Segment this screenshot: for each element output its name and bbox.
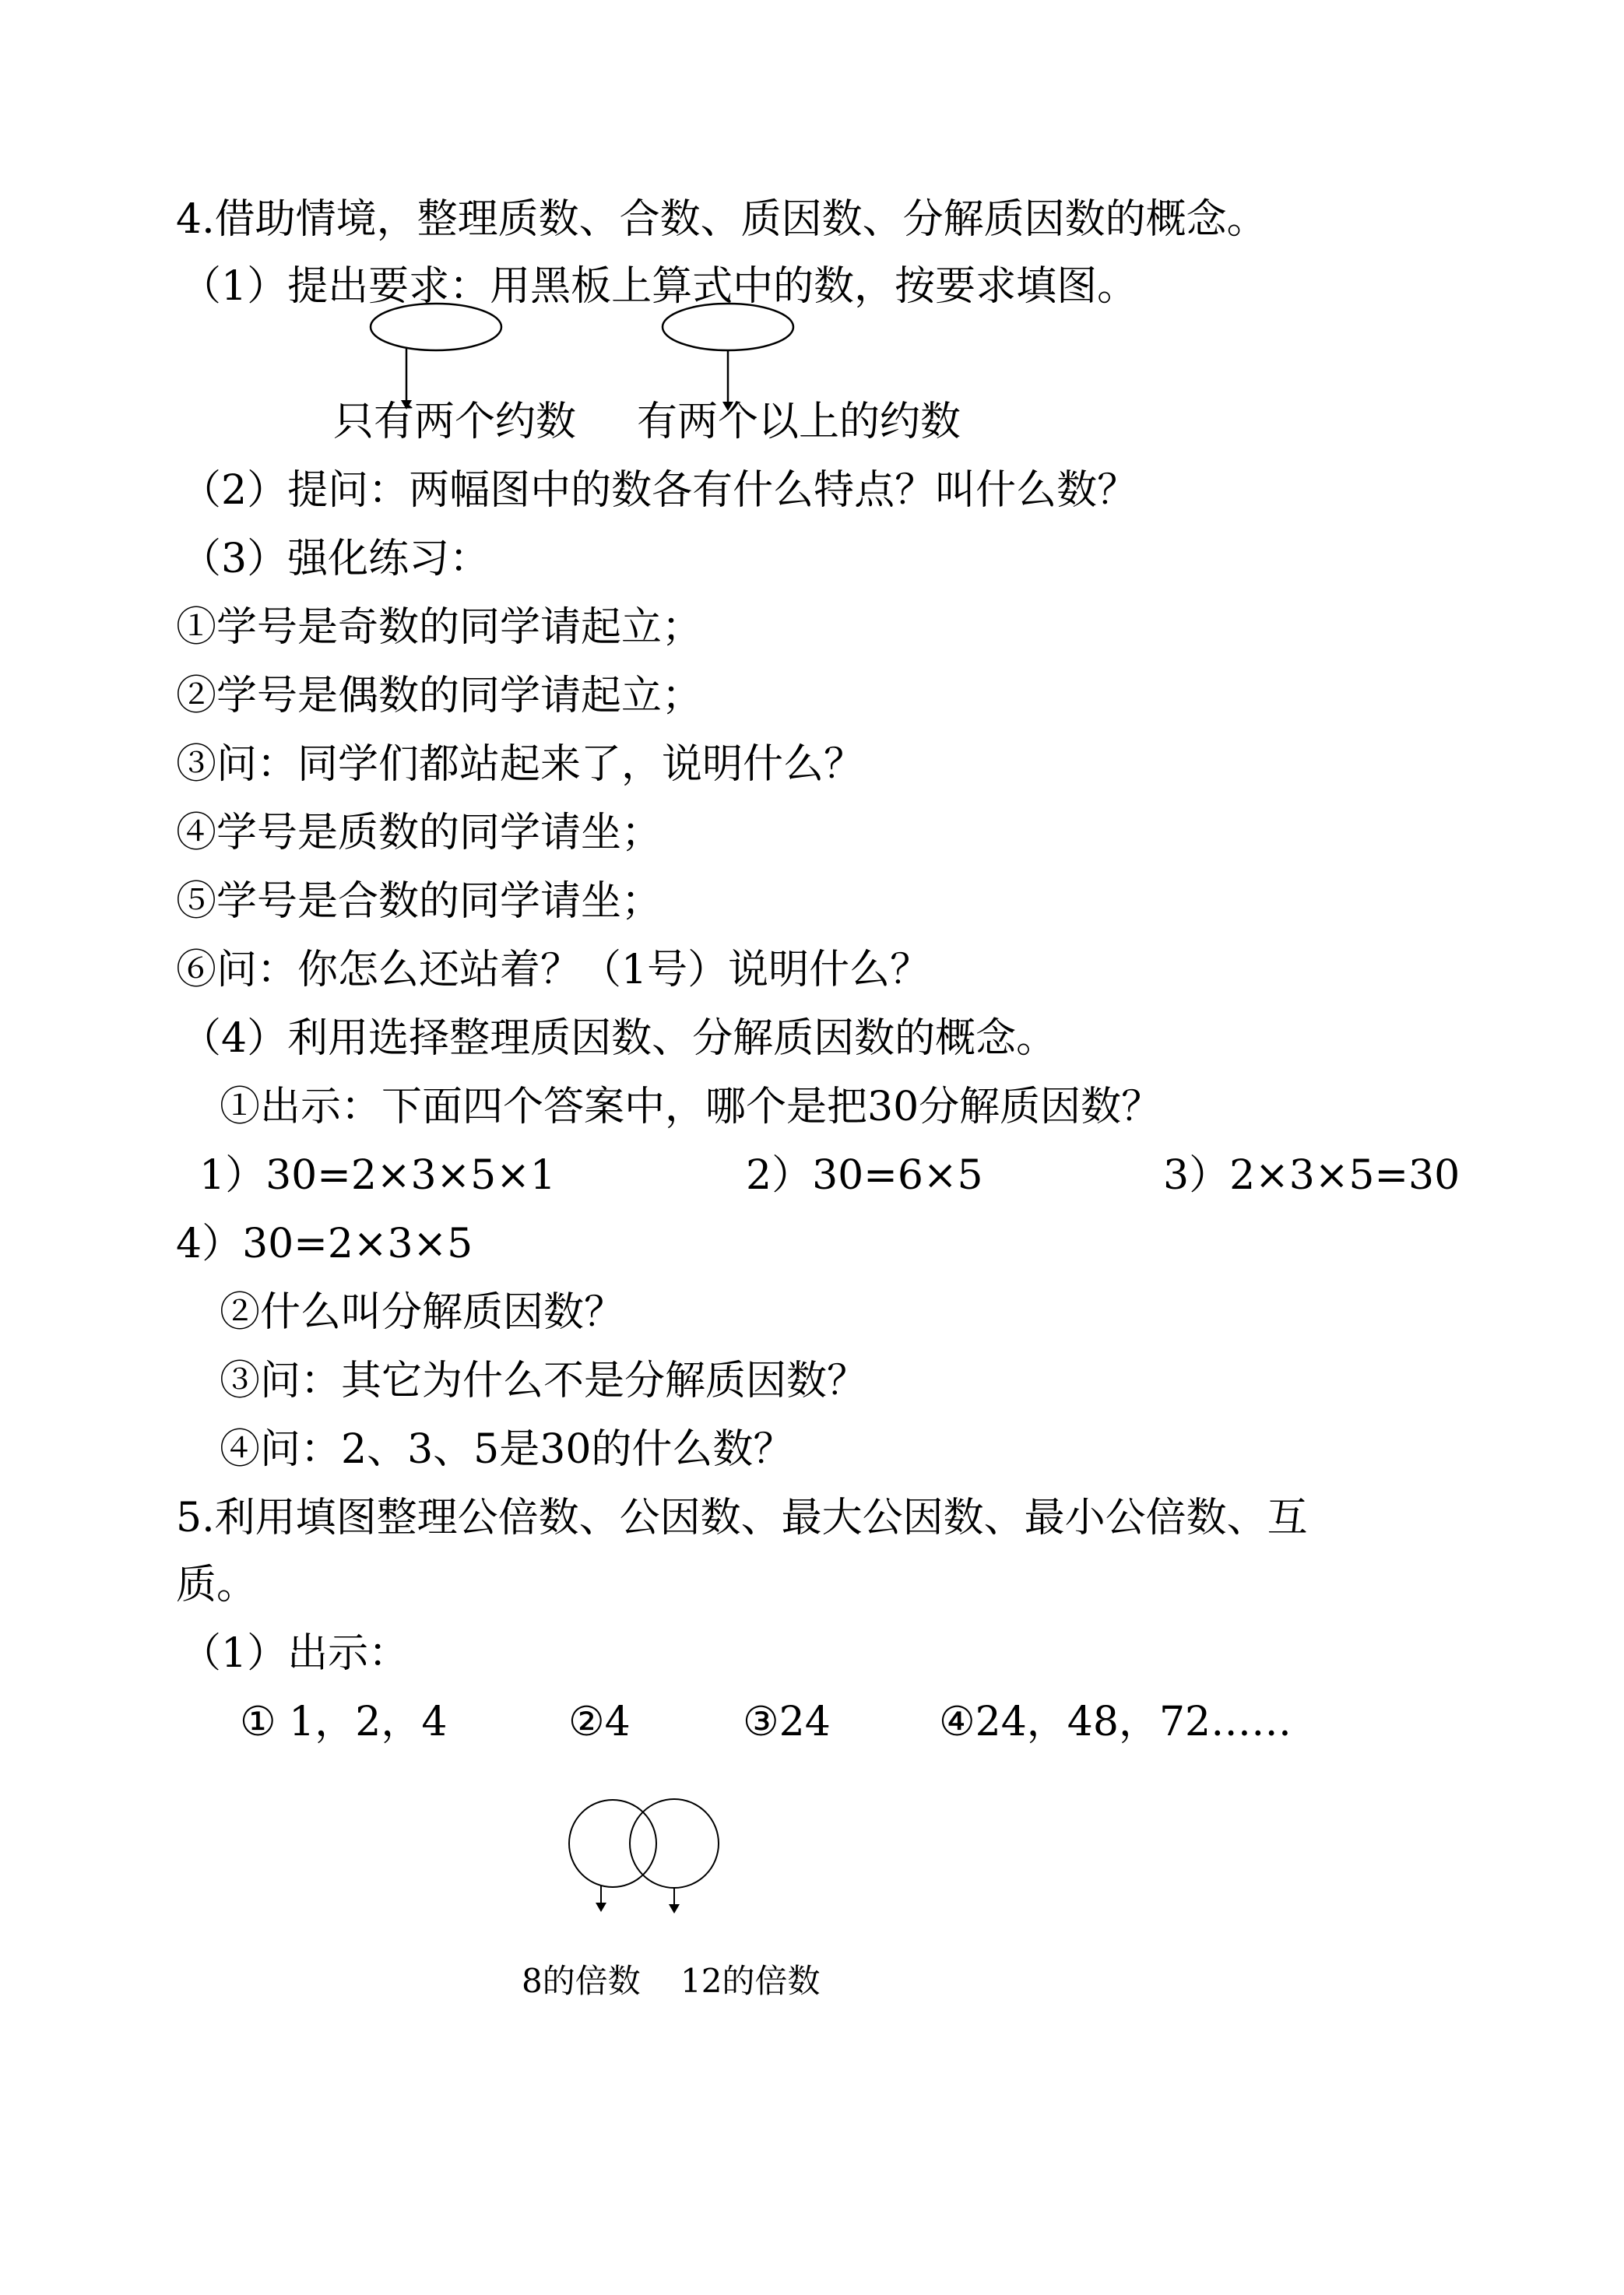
ellipse-prime: [371, 304, 501, 350]
display-item: ① 1，2，4: [240, 1699, 448, 1745]
section4-p4: （4）利用选择整理质因数、分解质因数的概念。: [181, 1015, 1057, 1062]
option-1: 1）30=2×3×5×1: [199, 1152, 556, 1199]
venn-label-8: 8的倍数: [522, 1962, 641, 2000]
drill-item: ①学号是奇数的同学请起立；: [176, 604, 703, 651]
drill-item: ⑥问：你怎么还站着？（1号）说明什么？: [176, 947, 931, 993]
section5-heading-cont: 质。: [176, 1562, 258, 1608]
venn-circle-8: [569, 1800, 656, 1887]
option-4: 4）30=2×3×5: [176, 1221, 473, 1267]
question-3: ③问：其它为什么不是分解质因数？: [220, 1358, 868, 1404]
display-item: ②4: [568, 1699, 631, 1745]
ellipse-diagram: [0, 0, 1624, 467]
section4-p2: （2）提问：两幅图中的数各有什么特点？叫什么数？: [181, 467, 1138, 514]
venn-circle-12: [630, 1799, 719, 1888]
section5-heading: 5.利用填图整理公倍数、公因数、最大公因数、最小公倍数、互: [176, 1495, 1308, 1541]
drill-item: ②学号是偶数的同学请起立；: [176, 673, 703, 719]
drill-item: ④学号是质数的同学请坐；: [176, 810, 663, 856]
display-item: ④24，48，72……: [939, 1699, 1292, 1745]
drill-item: ③问：同学们都站起来了，说明什么？: [176, 741, 865, 788]
option-2: 2）30=6×5: [746, 1152, 983, 1199]
question-4: ④问：2、3、5是30的什么数？: [220, 1426, 794, 1473]
section4-p3: （3）强化练习：: [181, 536, 490, 582]
label-two-divisors: 只有两个约数: [333, 399, 577, 445]
label-more-divisors: 有两个以上的约数: [637, 399, 961, 445]
question-1: ①出示：下面四个答案中，哪个是把30分解质因数？: [220, 1084, 1162, 1130]
section4-p1: （1）提出要求：用黑板上算式中的数，按要求填图。: [181, 263, 1138, 310]
drill-item: ⑤学号是合数的同学请坐；: [176, 878, 663, 925]
display-item: ③24: [743, 1699, 831, 1745]
venn-label-12: 12的倍数: [680, 1962, 821, 2000]
question-2: ②什么叫分解质因数？: [220, 1289, 625, 1336]
section4-heading: 4.借助情境，整理质数、合数、质因数、分解质因数的概念。: [176, 196, 1267, 243]
ellipse-composite: [663, 304, 793, 350]
section5-p1: （1）出示：: [181, 1630, 410, 1677]
option-3: 3）2×3×5=30: [1163, 1152, 1461, 1199]
